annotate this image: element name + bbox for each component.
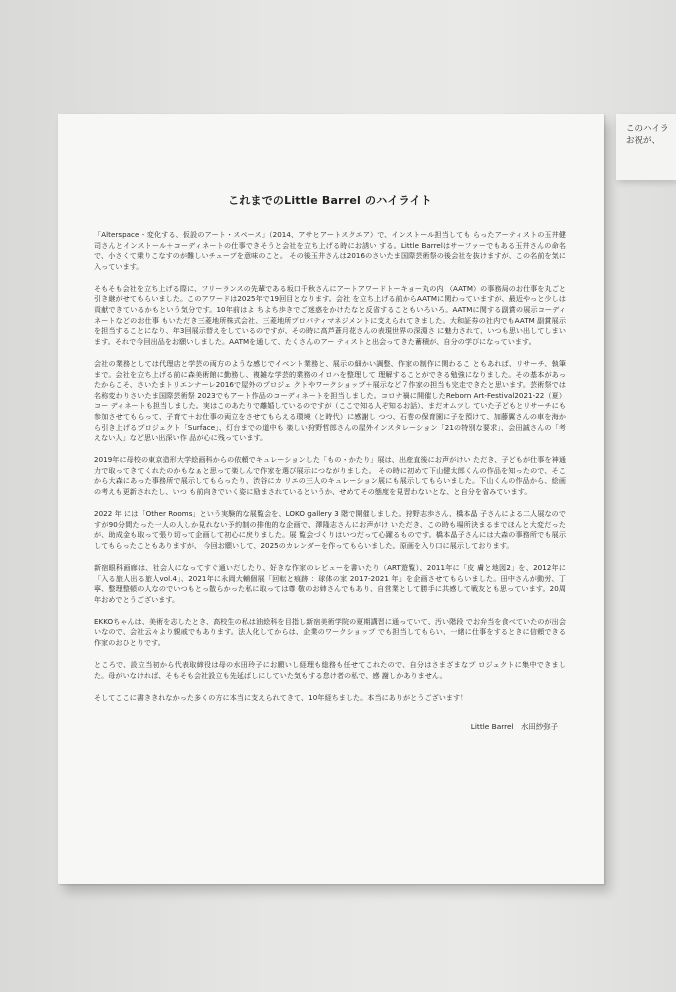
- side-note-card: [616, 114, 676, 180]
- paragraph-shinjuku-ganka: 新宿眼科画廊は、社会人になってすぐ通いだしたり、好きな作家のレビューを書いたり（ART遊覧）、2011年に「皮 膚と地図2」を、2012年に「入る旅人出る旅人vol.4」、2021年に永岡大輔個展「回転と痕跡 ：球体の家 2017-2021 年」を企画させてもらいました。田中さんが動労、丁寧、整理整頓の人なのでいつもとっ散らかった私に取っては尊 敬のお姉さんでもあり、自営業として勝手に共感して戦友とも思っています。20周年おめでとうございます。: [94, 562, 566, 604]
- side-note-line-1: このハイラ: [626, 124, 669, 134]
- document-panel: [58, 114, 604, 884]
- paragraph-mother: ところで、設立当初から代表取締役は母の水田玲子にお願いし経理も総務も任せてこれたので、自分はさまざまなプ ロジェクトに集中できました。母がいなければ、そもそも会社設立も先延ばしにしていた気もする怠け者の私で、感 謝しかありません。: [94, 660, 566, 680]
- side-note-line-2: お祝が、: [626, 136, 661, 146]
- paragraph-alterspace: 「Alterspace - 変化する、仮設のアート・スペース」（2014、アサヒアートスクエア）で、インストール担当しても らったアーティストの玉井健司さんとインストール＋コーディネートの仕事できそうと会社を立ち上げる時にお誘い する。Little Barrelはサーファーでもある玉井さんの命名で、小さくて乗りこなすのが難しいチューブを意味のこと。 その後玉井さんは2016のさいたま国際芸術祭の後会社を抜けますが、この名前を気に入っています。: [94, 230, 566, 271]
- paragraph-other-rooms: 2022 年 には「Other Rooms」という実験的な展覧会を、LOKO gallery 3 階で開催しました。狩野志歩さん、橋本晶 子さんによる二人展なのですが90分間たった一人の人しか見れない予約制の排他的な企画で、澤隆志さんにお声がけ いただき、この時も場所決まるまでほんと大変だったが、助成金も取って張り切って企画して初心に戻りました。展 覧会づくりはいつだって心躍るものです。橋本晶子さんには大森の事務所でも展示してもらったこともありますが、 今回お願いして、2025のカレンダーを作ってもらいました。原画を入り口に展示しております。: [94, 509, 566, 550]
- paragraph-thanks: そしてここに書ききれなかった多くの方に本当に支えられてきて、10年経ちました。本当にありがとうございます！: [94, 692, 468, 702]
- document-title: これまでのLittle Barrel のハイライト: [228, 194, 432, 207]
- paragraph-ekko: EKKOちゃんは、美術を志したとき、高校生の私は油絵科を目指し新宿美術学院の夏期講習に通っていて、汚い階段 でお弁当を食べていたのが出会いなので、会社云々より親戚でもあります。法人化してからは、企業のワークショップ でも担当してもらい、一緒に仕事をするときに信頼できる作家のおひとりです。: [94, 616, 566, 647]
- signature: Little Barrel 水田紗弥子: [470, 722, 558, 732]
- paragraph-aatm: そもそも会社を立ち上げる際に、フリーランスの先輩である坂口千秋さんにアートアワードトーキョー丸の内 （AATM）の事務局のお仕事を丸ごと引き継がせてもらいました。このアワードは2025年で19回目となります。会社 を立ち上げる前からAATMに関わっていますが、最近やっと少しは貢献できているかもという気分です。10年前はよ ちよち歩きでご迷惑をかけたなと反省することもいろいろ。AATMに関する副賞の展示コーディネートなどのお仕事 もいただき三菱地所株式会社、三菱地所プロパティマネジメントに支えられてきました。大和証券の社内でもAATM 副賞展示を担当することになり、年3回展示替えをしているのですが、その時に高芦蒼月花さんの表現世界の深淵さ に魅力されて、いつも思い出してしまいます。それで今回出品をお願いしました。AATMを通して、たくさんのアー ティストと出会ってきた蓄積が、自分の学びになっています。: [94, 283, 566, 346]
- paragraph-company-work: 会社の業務としては代理店と学芸の両方のような感じでイベント業務と、展示の細かい調整、作家の制作に関わるこ ともあれば、リサーチ、執筆まで。会社を立ち上げる前に森美術館に勤務し、複雑な学芸的業務のイロハを整理して 理解することができる勉強になりました。その基本があったからこそ、さいたまトリエンナーレ2016で屋外のプロジェ クトやワークショップ＋展示など７作家の担当も完走できたと思います。芸術祭では名称変わりさいたま国際芸術祭 2023でもアート作品のコーディネートを担当しました。コロナ禍に開催したReborn Art-Festival2021-22（夏）コー ディネートも担当しました。実はこのあたりで離婚しているのですが（ここで知る人ぞ知るお話）、まだオムツし ていた子どもとリサーチにも参加させてもらって、子育て＋お仕事の両立をさせてもらえる環境（と時代）に感謝し つつ、石巻の保育園に子を預けて、加藤翼さんの車を海から引き上げるプロジェクト「Surface」、灯台までの道中も 楽しい狩野哲郎さんの屋外インスタレーション「21の特別な要求」、会田誠さんの「考えない人」など思い出深い作 品が心に残っています。: [94, 358, 566, 443]
- paragraph-mono-katari: 2019年に母校の東京造形大学絵画科からの依頼でキュレーションした「もの・かたり」展は、出産直後にお声がけい ただき、子どもが仕事を神通力で取ってきてくれたのかもなぁと思って楽しんで作家を選び展示につながりました。 その時に初めて下山健太郎くんの作品を知ったので、そこから大森にあった事務所で展示してもらったり、渋谷にカ リエの三人のキュレーション展にも展示してもらいました。下山くんの作品から、絵画の考えも更新されたし、いつ も前向きでいく姿に励まされているというか、せめてその態度を見習わないとな、と自分を省みています。: [94, 455, 566, 496]
